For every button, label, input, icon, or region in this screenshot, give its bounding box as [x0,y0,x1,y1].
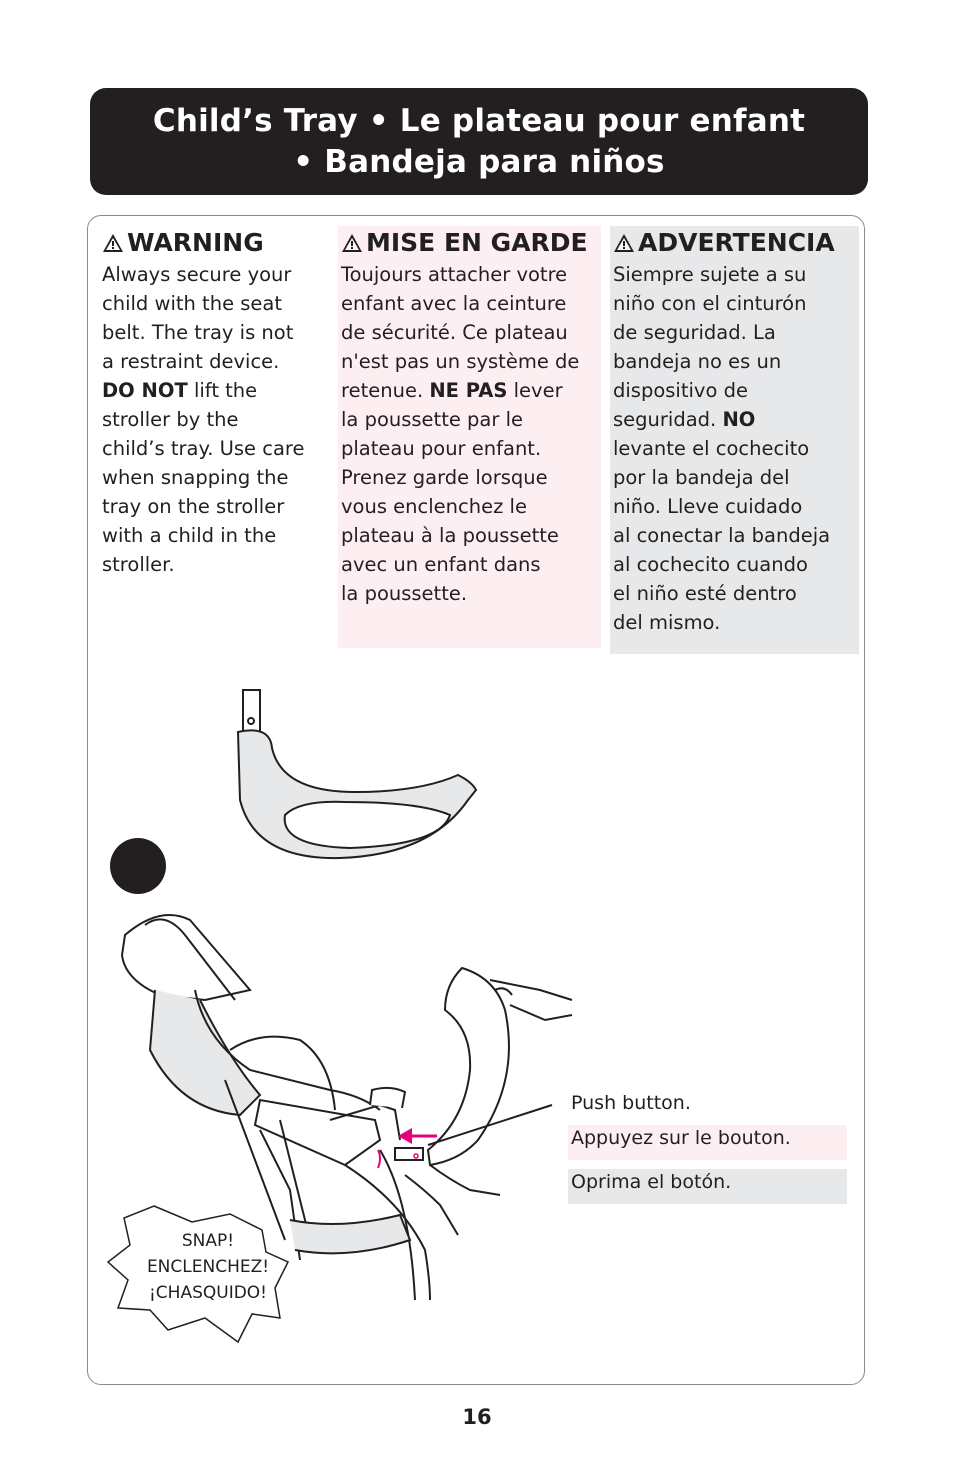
page-title-line-1: Child’s Tray • Le plateau pour enfant [152,102,806,139]
warning-emphasis-spanish: NO [722,408,756,431]
page-title-banner [90,88,868,195]
warning-triangle-icon [341,233,363,253]
warning-emphasis-french: NE PAS [429,379,508,402]
warning-body-spanish-part1: Siempre sujete a su niño con el cinturón de seguridad. La bandeja no es un dispositivo de seguridad. [613,263,807,431]
warning-heading-french-label: MISE EN GARDE [366,228,588,257]
warning-triangle-icon [102,233,124,253]
warning-emphasis-english: DO NOT [102,379,188,402]
warning-body-french-part1: Toujours attacher votre enfant avec la ceinture de sécurité. Ce plateau n'est pas un système de retenue. [341,263,580,402]
childs-tray-drawing [238,690,476,858]
warning-body-spanish [613,260,859,637]
warning-body-english [102,260,327,579]
warning-heading-english-label: WARNING [127,228,264,257]
warning-heading-english [102,226,327,260]
page-title-line-2: • Bandeja para niños [293,143,665,180]
callout-push-button-french: Appuyez sur le bouton. [568,1125,847,1160]
warning-body-french-part2: lever la poussette par le plateau pour enfant. Prenez garde lorsque vous enclenchez le plateau à la poussette avec un enfant dans la poussette. [341,379,563,605]
callout-push-button-spanish: Oprima el botón. [568,1169,847,1204]
tray-attaching-drawing [395,968,572,1235]
page-number: 16 [462,1405,492,1429]
snap-label-english: SNAP! [181,1231,235,1251]
warning-heading-french [341,226,601,260]
snap-label [130,1228,286,1306]
warning-body-spanish-part2: levante el cochecito por la bandeja del niño. Lleve cuidado al conectar la bandeja al cochecito cuando el niño esté dentro del mismo. [613,437,831,634]
warning-spanish [610,226,859,654]
warning-body-english-part1: Always secure your child with the seat belt. The tray is not a restraint device. [102,263,294,373]
snap-label-spanish: ¡CHASQUIDO! [148,1283,267,1303]
warning-body-french [341,260,601,608]
warning-heading-spanish [613,226,859,260]
callout-push-button-english: Push button. [571,1092,691,1114]
warning-body-english-part2: lift the stroller by the child’s tray. Use care when snapping the tray on the stroller with a child in the stroller. [102,379,305,576]
warning-french [338,226,601,648]
warning-heading-spanish-label: ADVERTENCIA [638,228,835,257]
warning-triangle-icon [613,233,635,253]
snap-label-french: ENCLENCHEZ! [146,1257,270,1277]
warning-english [102,226,327,579]
step-number-badge [110,838,166,894]
